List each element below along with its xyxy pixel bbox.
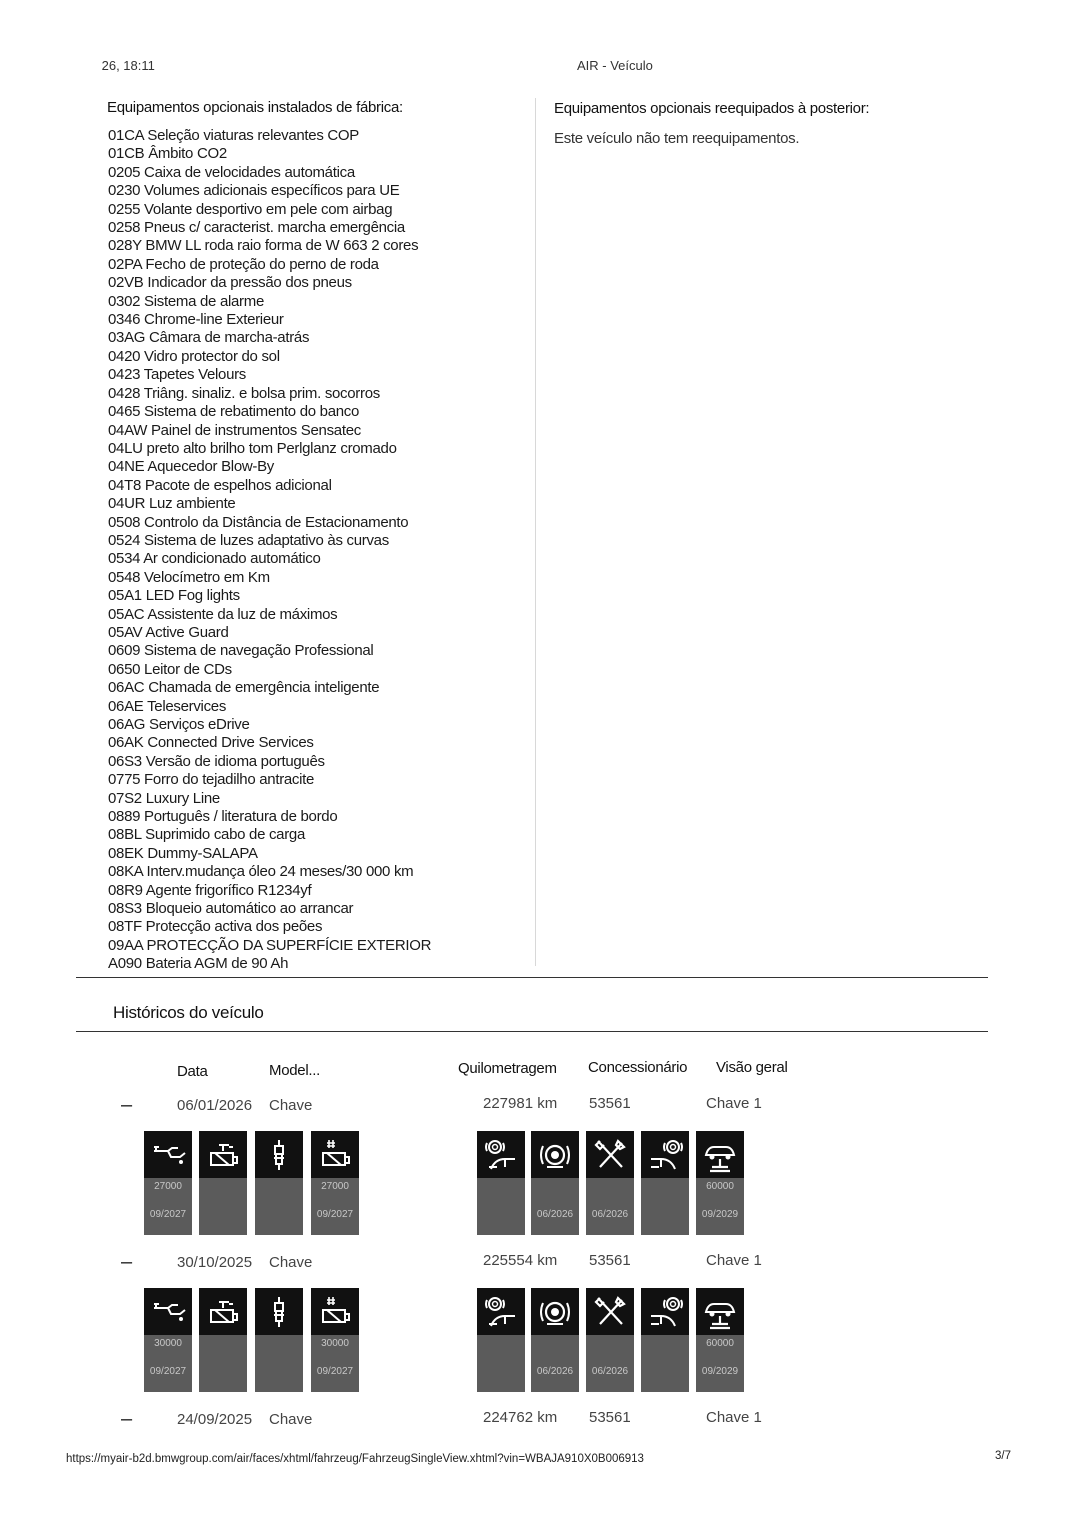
service-tile-icon-area xyxy=(531,1131,579,1178)
factory-option-item: 02VB Indicador da pressão dos pneus xyxy=(108,274,352,292)
service-tile[interactable] xyxy=(144,1288,192,1392)
factory-option-item: 06AE Teleservices xyxy=(108,697,227,715)
factory-option-item: 0534 Ar condicionado automático xyxy=(108,550,321,568)
history-mileage: 225554 km xyxy=(483,1252,558,1269)
section-divider xyxy=(76,977,988,978)
factory-option-item: 0548 Velocímetro em Km xyxy=(108,568,270,586)
factory-option-item: 06AK Connected Drive Services xyxy=(108,734,314,752)
service-tile-date: 09/2029 xyxy=(701,1366,739,1377)
service-tile-date: 06/2026 xyxy=(591,1366,629,1377)
service-tile-icon-area xyxy=(641,1131,689,1178)
history-divider xyxy=(76,1031,988,1032)
factory-option-item: 04LU preto alto brilho tom Perlglanz cromado xyxy=(108,439,397,457)
factory-option-item: 08EK Dummy-SALAPA xyxy=(108,844,258,862)
retrofit-options-text: Este veículo não tem reequipamentos. xyxy=(554,130,800,147)
service-tile[interactable] xyxy=(144,1131,192,1235)
history-model: Chave xyxy=(269,1097,313,1114)
history-mileage: 224762 km xyxy=(483,1409,558,1426)
factory-option-item: 0423 Tapetes Velours xyxy=(108,366,247,384)
factory-option-item: 04T8 Pacote de espelhos adicional xyxy=(108,476,332,494)
print-timestamp: 26, 18:11 xyxy=(98,58,155,73)
page-url[interactable]: https://myair-b2d.bmwgroup.com/air/faces/xhtml/fahrzeug/FahrzeugSingleView.xhtml?vin=WBAJA910X0B006913 xyxy=(66,1453,644,1465)
factory-option-item: A090 Bateria AGM de 90 Ah xyxy=(108,955,289,973)
service-tile-icon-area xyxy=(255,1288,303,1335)
factory-option-item: 0255 Volante desportivo em pele com airbag xyxy=(108,200,393,218)
service-tile-mileage: 30000 xyxy=(154,1338,182,1349)
factory-options-list xyxy=(108,127,528,974)
service-tile[interactable] xyxy=(477,1288,525,1392)
service-tile-icon-area xyxy=(311,1131,359,1178)
factory-option-item: 06AG Serviços eDrive xyxy=(108,716,250,733)
factory-option-item: 06AC Chamada de emergência inteligente xyxy=(108,679,380,697)
expand-toggle[interactable]: – xyxy=(121,1094,133,1116)
service-tile-icon-area xyxy=(696,1288,744,1335)
factory-option-item: 0420 Vidro protector do sol xyxy=(108,347,280,365)
column-header-overview[interactable]: Visão geral xyxy=(716,1059,788,1076)
service-tile-date: 09/2027 xyxy=(149,1209,187,1220)
column-header-dealer[interactable]: Concessionário xyxy=(588,1059,688,1076)
service-tile-date: 09/2029 xyxy=(701,1209,739,1220)
history-date: 30/10/2025 xyxy=(177,1254,253,1271)
factory-option-item: 07S2 Luxury Line xyxy=(108,789,220,807)
service-tile[interactable] xyxy=(311,1131,359,1235)
service-tile[interactable] xyxy=(641,1131,689,1235)
expand-toggle[interactable]: – xyxy=(121,1251,133,1273)
retrofit-options-title: Equipamentos opcionais reequipados à posterior: xyxy=(554,100,870,117)
column-header-date[interactable]: Data xyxy=(177,1063,208,1080)
history-dealer: 53561 xyxy=(589,1409,631,1426)
service-tile-mileage: 27000 xyxy=(154,1181,182,1192)
service-tile[interactable] xyxy=(531,1131,579,1235)
factory-option-item: 04UR Luz ambiente xyxy=(108,495,236,513)
factory-option-item: 0428 Triâng. sinaliz. e bolsa prim. socorros xyxy=(108,384,380,402)
service-tile[interactable] xyxy=(199,1131,247,1235)
factory-option-item: 0205 Caixa de velocidades automática xyxy=(108,163,355,181)
service-tile[interactable] xyxy=(255,1288,303,1392)
service-tile-date: 06/2026 xyxy=(591,1209,629,1220)
service-tile-mileage: 60000 xyxy=(706,1338,734,1349)
service-tile-date: 06/2026 xyxy=(536,1209,574,1220)
factory-option-item: 02PA Fecho de proteção do perno de roda xyxy=(108,255,379,273)
factory-option-item: 028Y BMW LL roda raio forma de W 663 2 cores xyxy=(108,237,419,255)
factory-option-item: 0465 Sistema de rebatimento do banco xyxy=(108,403,360,421)
factory-option-item: 01CB Âmbito CO2 xyxy=(108,145,227,163)
service-tile[interactable] xyxy=(477,1131,525,1235)
service-tile-icon-area xyxy=(311,1288,359,1335)
factory-option-item: 05A1 LED Fog lights xyxy=(108,587,240,605)
expand-toggle[interactable]: – xyxy=(121,1408,133,1430)
factory-option-item: 0258 Pneus c/ caracterist. marcha emergência xyxy=(108,219,405,237)
column-header-model[interactable]: Model... xyxy=(269,1062,320,1079)
service-tile-mileage: 27000 xyxy=(321,1181,349,1192)
page-header-title: AIR - Veículo xyxy=(577,58,653,73)
page-number: 3/7 xyxy=(995,1450,1011,1462)
factory-option-item: 0609 Sistema de navegação Professional xyxy=(108,642,374,660)
service-tile-mileage: 30000 xyxy=(321,1338,349,1349)
factory-option-item: 0889 Português / literatura de bordo xyxy=(108,808,338,826)
service-tile-mileage: 60000 xyxy=(706,1181,734,1192)
history-overview: Chave 1 xyxy=(706,1409,762,1426)
service-tile-icon-area xyxy=(586,1131,634,1178)
factory-option-item: 09AA PROTECÇÃO DA SUPERFÍCIE EXTERIOR xyxy=(108,936,432,954)
history-dealer: 53561 xyxy=(589,1095,631,1112)
column-divider xyxy=(535,98,536,966)
factory-option-item: 0230 Volumes adicionais específicos para UE xyxy=(108,182,400,200)
history-overview: Chave 1 xyxy=(706,1095,762,1112)
service-tile[interactable] xyxy=(311,1288,359,1392)
service-tile-icon-area xyxy=(531,1288,579,1335)
history-mileage: 227981 km xyxy=(483,1095,558,1112)
history-date: 24/09/2025 xyxy=(177,1411,253,1428)
service-tile[interactable] xyxy=(531,1288,579,1392)
factory-option-item: 08TF Protecção activa dos peões xyxy=(108,918,323,936)
history-date: 06/01/2026 xyxy=(177,1097,253,1114)
service-tile[interactable] xyxy=(696,1131,744,1235)
history-dealer: 53561 xyxy=(589,1252,631,1269)
history-overview: Chave 1 xyxy=(706,1252,762,1269)
service-tile-icon-area xyxy=(199,1131,247,1178)
factory-option-item: 08S3 Bloqueio automático ao arrancar xyxy=(108,900,354,918)
service-tile[interactable] xyxy=(199,1288,247,1392)
service-tile-icon-area xyxy=(199,1288,247,1335)
service-tile-icon-area xyxy=(477,1131,525,1178)
service-tile[interactable] xyxy=(255,1131,303,1235)
factory-option-item: 0508 Controlo da Distância de Estacionamento xyxy=(108,513,409,531)
service-tile-date: 09/2027 xyxy=(149,1366,187,1377)
service-tile-date: 06/2026 xyxy=(536,1366,574,1377)
factory-option-item: 0775 Forro do tejadilho antracite xyxy=(108,771,315,789)
factory-options-title: Equipamentos opcionais instalados de fábrica: xyxy=(107,99,403,116)
service-tile-icon-area xyxy=(144,1288,192,1335)
service-tile[interactable] xyxy=(696,1288,744,1392)
factory-option-item: 01CA Seleção viaturas relevantes COP xyxy=(108,127,360,144)
factory-option-item: 05AV Active Guard xyxy=(108,623,229,641)
service-tile-icon-area xyxy=(144,1131,192,1178)
history-model: Chave xyxy=(269,1254,313,1271)
service-tile-icon-area xyxy=(696,1131,744,1178)
factory-option-item: 04AW Painel de instrumentos Sensatec xyxy=(108,421,361,439)
service-tile-icon-area xyxy=(477,1288,525,1335)
factory-option-item: 0650 Leitor de CDs xyxy=(108,660,232,678)
service-tile-date: 09/2027 xyxy=(316,1209,354,1220)
factory-option-item: 08KA Interv.mudança óleo 24 meses/30 000 km xyxy=(108,863,414,881)
factory-option-item: 0346 Chrome-line Exterieur xyxy=(108,311,284,329)
column-header-mileage[interactable]: Quilometragem xyxy=(458,1060,557,1077)
service-tile[interactable] xyxy=(586,1131,634,1235)
factory-option-item: 06S3 Versão de idioma português xyxy=(108,752,325,770)
history-title: Históricos do veículo xyxy=(113,1003,264,1022)
service-tile-icon-area xyxy=(255,1131,303,1178)
factory-option-item: 05AC Assistente da luz de máximos xyxy=(108,605,338,623)
history-model: Chave xyxy=(269,1411,313,1428)
service-tile-date: 09/2027 xyxy=(316,1366,354,1377)
service-tile-icon-area xyxy=(641,1288,689,1335)
factory-option-item: 0302 Sistema de alarme xyxy=(108,292,264,310)
service-tile[interactable] xyxy=(586,1288,634,1392)
factory-option-item: 03AG Câmara de marcha-atrás xyxy=(108,329,310,347)
service-tile-icon-area xyxy=(586,1288,634,1335)
factory-option-item: 08BL Suprimido cabo de carga xyxy=(108,826,306,844)
factory-option-item: 08R9 Agente frigorífico R1234yf xyxy=(108,881,312,899)
service-tile[interactable] xyxy=(641,1288,689,1392)
factory-option-item: 04NE Aquecedor Blow-By xyxy=(108,458,274,476)
factory-option-item: 0524 Sistema de luzes adaptativo às curvas xyxy=(108,531,389,549)
